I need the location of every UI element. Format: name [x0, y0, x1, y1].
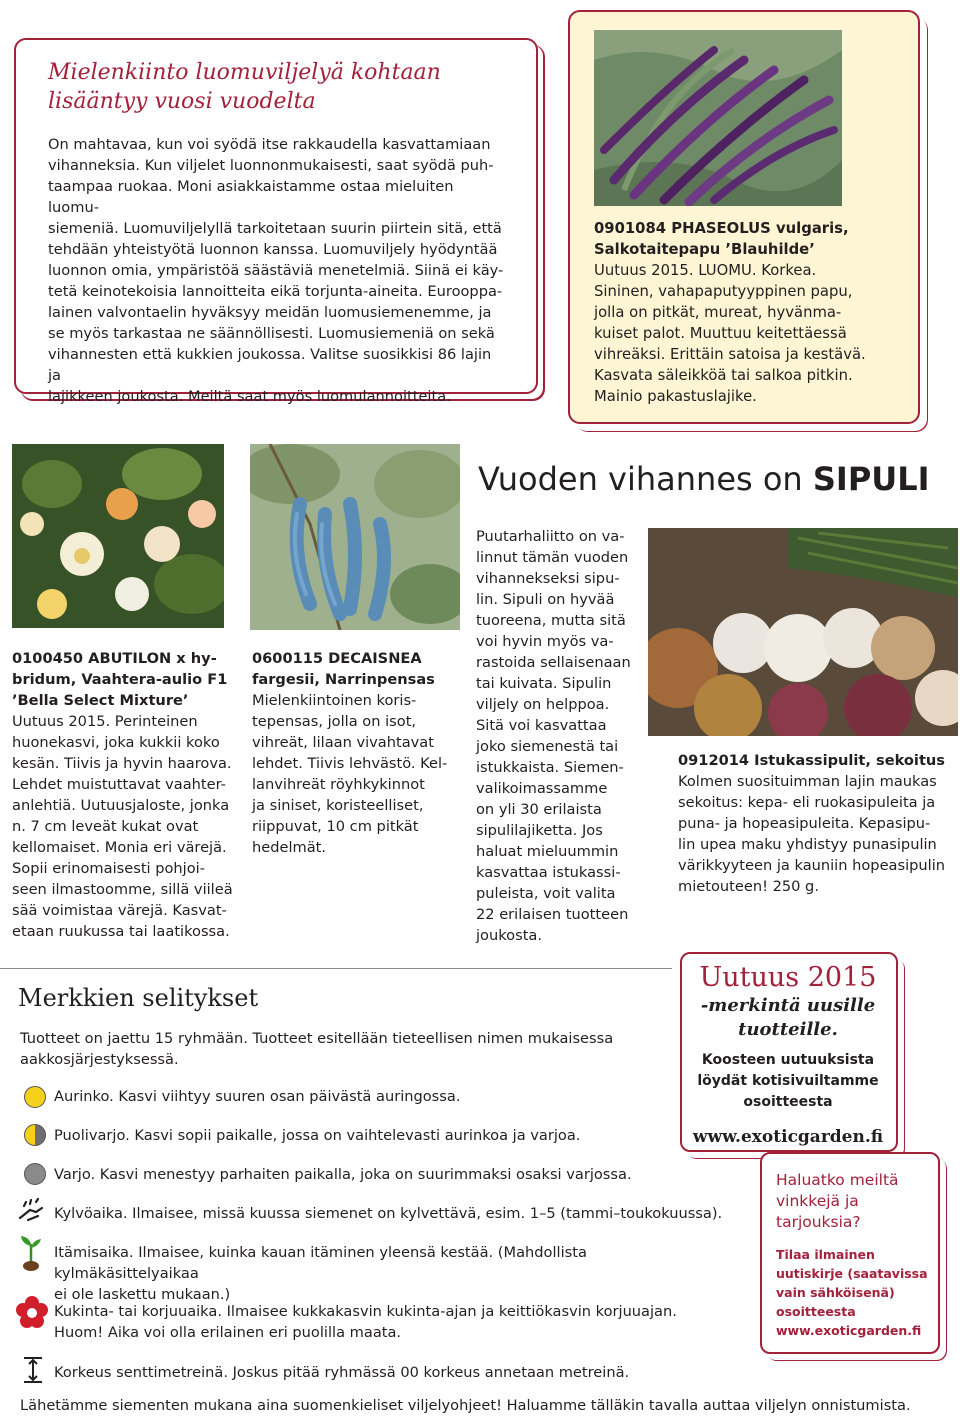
section-title: Vuoden vihannes on SIPULI	[478, 460, 930, 498]
sun-icon	[24, 1086, 46, 1108]
uutuus-bold3: osoitteesta	[743, 1094, 833, 1110]
legend-bloom: Kukinta- tai korjuuaika. Ilmaisee kukkakasvin kukinta-ajan ja keittiökasvin korjuuajan. Huom! Aika voi olla erilainen eri puolilla maata.	[54, 1303, 677, 1341]
legend-germination: Itämisaika. Ilmaisee, kuinka kauan itäminen yleensä kestää. (Mahdollista kylmäkäsittelyaikaa ei ole laskettu mukaan.)	[54, 1244, 587, 1303]
half-sun-icon	[24, 1124, 46, 1146]
legend-shade: Varjo. Kasvi menestyy parhaiten paikalla, joka on suurimmaksi osaksi varjossa.	[54, 1166, 632, 1183]
shade-icon	[24, 1163, 46, 1185]
sprout-icon	[16, 1232, 46, 1272]
intro-title: Mielenkiinto luomuviljelyä kohtaan lisääntyy vuosi vuodelta	[48, 60, 441, 114]
uutuus-sub2: tuotteille.	[738, 1019, 838, 1040]
onion-photo	[648, 528, 958, 736]
istukas-description: 0912014 Istukassipulit, sekoitus Kolmen suosituimman lajin maukas sekoitus: kepa- eli ruokasipuleita ja puna- ja hopeasipuleita. Kepasipu- lin upea maku yhdistyy punasipulin värikkyyteen ja kauniin hopeasipulin mietouteen! 250 g.	[678, 752, 946, 895]
legend-sow: Kylvöaika. Ilmaisee, missä kuussa siemenet on kylvettävä, esim. 1–5 (tammi–toukokuussa).	[54, 1205, 723, 1222]
legend-intro: Tuotteet on jaettu 15 ryhmään. Tuotteet esitellään tieteellisen nimen mukaisessa aakkosjärjestyksessä.	[20, 1030, 614, 1068]
legend-height: Korkeus senttimetreinä. Joskus pitää ryhmässä 00 korkeus annetaan metreinä.	[54, 1364, 630, 1381]
uutuus-content	[682, 962, 894, 1149]
sowing-hand-icon	[16, 1196, 46, 1226]
decaisnea-description: 0600115 DECAISNEA fargesii, Narrinpensas Mielenkiintoinen koris- tepensas, jolla on isot, vihreät, lilaan vivahtavat lehdet. Tiivis lehvästö. Kel- lanvihreät röyhkykinnot ja siniset, koristeelliset, riippuvat, 10 cm pitkät hedelmät.	[252, 650, 448, 856]
uutuus-bold2: löydät kotisivuiltamme	[697, 1073, 879, 1089]
decaisnea-fruits-image	[250, 444, 460, 630]
footer-note: Lähetämme siementen mukana aina suomenkieliset viljelyohjeet! Haluamme tälläkin tavalla auttaa viljelyn onnistumista.	[20, 1397, 911, 1414]
onion-intro-text: Puutarhaliitto on va- linnut tämän vuoden vihannekseksi sipu- lin. Sipuli on hyvää tuoreena, mutta sitä voi hyvin myös va- rastoida sellaisenaan tai kuivata. Sipulin viljely on helppoa. Sitä voi kasvattaa joko siemenestä tai istukkaista. Siemen- valikoimassamme on yli 30 erilaista sipulilajiketta. Jos haluat mieluummin kasvattaa istukassi- puleista, voit valita 22 erilaisen tuotteen joukosta.	[476, 528, 631, 944]
bean-description: 0901084 PHASEOLUS vulgaris, Salkotaitepapu ’Blauhilde’ Uutuus 2015. LUOMU. Korkea. Sininen, vahapaputyyppinen papu, jolla on pitkät, mureat, hyvänma- kuiset palot. Muuttuu keitettäessä vihreäksi. Erittäin satoisa ja kestävä. Kasvata säleikköä tai salkoa pitkin. Mainio pakastuslajike.	[594, 220, 866, 405]
abutilon-description: 0100450 ABUTILON x hy- bridum, Vaahtera-aulio F1 ’Bella Select Mixture’ Uutuus 2015. Perinteinen huonekasvi, joka kukkii koko kesän. Tiivis ja hyvin haarova. Lehdet muistuttavat vaahter- anlehtiä. Uutuusjaloste, jonka n. 7 cm leveät kukat ovat kellomaiset. Monia eri värejä. Sopii erinomaisesti pohjoi- seen ilmastoomme, sillä viileä sää voimistaa värejä. Kasvat- etaan ruukussa tai laatikossa.	[12, 650, 233, 940]
legend-halfsun: Puolivarjo. Kasvi sopii paikalle, jossa on vaihtelevasti aurinkoa ja varjoa.	[54, 1127, 581, 1144]
flower-icon	[16, 1296, 48, 1328]
intro-body: On mahtavaa, kun voi syödä itse rakkaudella kasvattamiaan vihanneksia. Kun viljelet luonnonmukaisesti, saat syödä puh- taampaa ruokaa. Moni asiakkaistamme ostaa mieluiten luomu- siemeniä. Luomuviljelyllä tarkoitetaan suurin piirtein sitä, että tehdään yhteistyötä luonnon kanssa. Luomuviljely hyödyntää luonnon omia, ympäristöä säästäviä menetelmiä. Siinä ei käy- tetä keinotekoisia lannoitteita eikä torjunta-aineita. Eurooppa- lainen valvontaelin hyväksyy meidän luomusiemenemme, ja se myös tarkastaa ne säännöllisesti. Luomusiemeniä on sekä vihannesten että kukkien joukossa. Valitse suosikkisi 86 lajin ja lajikkeen joukosta. Meiltä saat myös luomulannoitteita.	[48, 136, 504, 405]
uutuus-sub1: -merkintä uusille	[700, 995, 876, 1016]
decaisnea-photo	[250, 444, 460, 630]
purple-beans-image	[594, 30, 842, 206]
uutuus-url[interactable]: www.exoticgarden.fi	[692, 1127, 884, 1147]
bean-photo	[594, 30, 842, 206]
onions-image	[648, 528, 958, 736]
abutilon-photo	[12, 444, 224, 628]
legend-sun: Aurinko. Kasvi viihtyy suuren osan päivästä auringossa.	[54, 1088, 461, 1105]
legend-title: Merkkien selitykset	[18, 984, 259, 1012]
uutuus-bold1: Koosteen uutuuksista	[701, 1052, 875, 1068]
section-divider	[0, 968, 672, 969]
abutilon-flowers-image	[12, 444, 224, 628]
newsletter-url[interactable]: www.exoticgarden.fi	[776, 1323, 922, 1338]
height-icon	[22, 1356, 44, 1384]
uutuus-title: Uutuus 2015	[699, 962, 877, 993]
newsletter-content: Haluatko meiltä vinkkejä ja tarjouksia? Tilaa ilmainen uutiskirje (saatavissa vain sähköisenä) osoitteesta www.exoticgarden.fi	[776, 1170, 932, 1340]
